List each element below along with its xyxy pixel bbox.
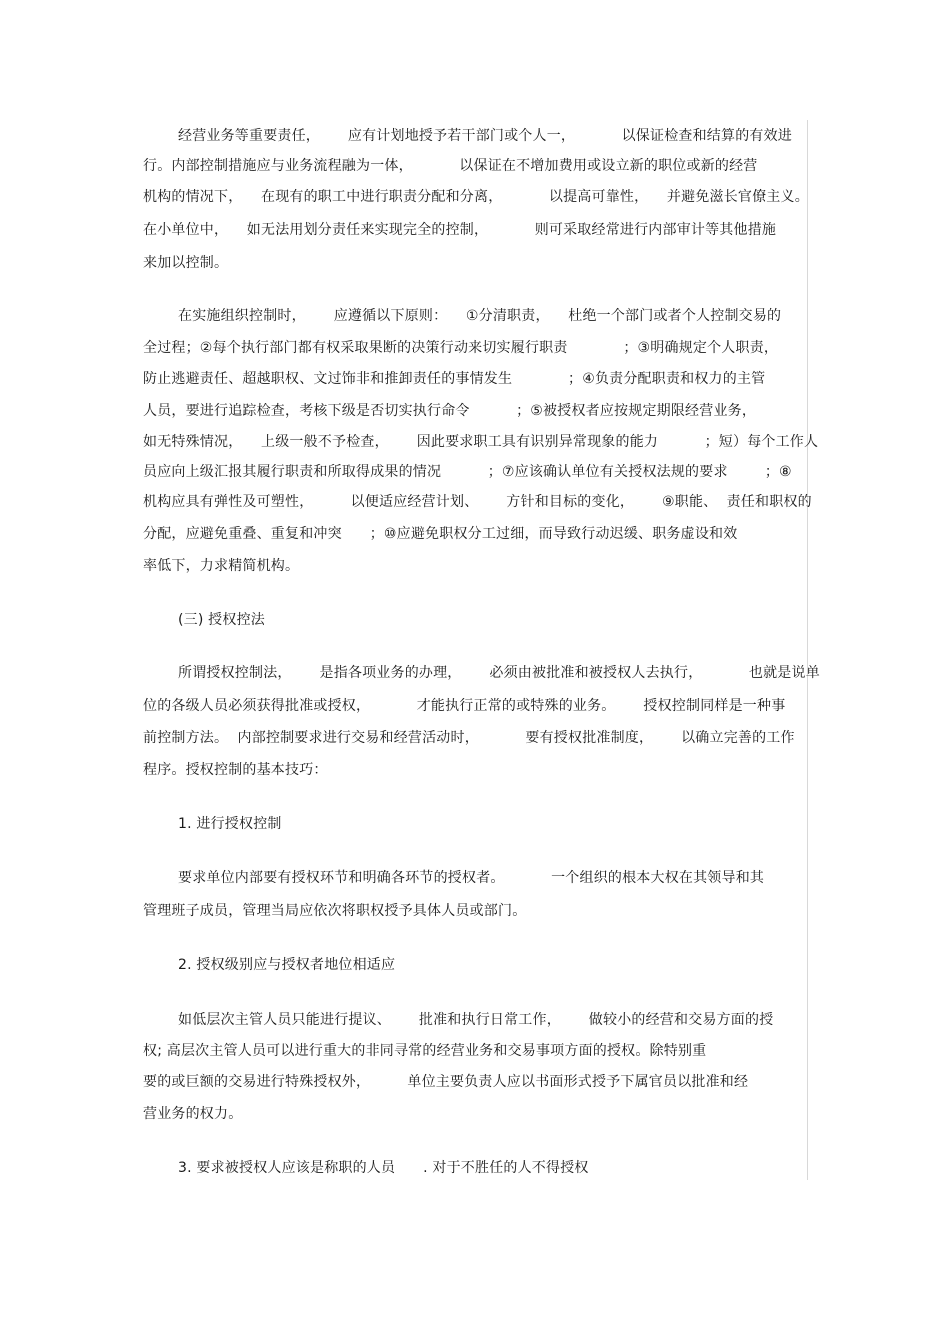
paragraph-2-line-9: 率低下，力求精简机构。 — [143, 558, 300, 574]
paragraph-2-line-6: 员应向上级汇报其履行职责和所取得成果的情况 ；⑦应该确认单位有关授权法规的要求 ；⑧ — [143, 464, 792, 480]
paragraph-2-line-4: 人员，要进行追踪检查，考核下级是否切实执行命令 ；⑤被授权者应按规定期限经营业务， — [143, 403, 757, 419]
paragraph-2-line-2: 全过程；②每个执行部门都有权采取果断的决策行动来切实履行职责 ；③明确规定个人职责， — [143, 340, 779, 356]
subheading-2: 2. 授权级别应与授权者地位相适应 — [178, 957, 396, 973]
paragraph-5-line-2: 权; 高层次主管人员可以进行重大的非同寻常的经营业务和交易事项方面的授权。除特别重 — [143, 1043, 707, 1059]
paragraph-1-line-4: 在小单位中， 如无法用划分责任来实现完全的控制， 则可采取经常进行内部审计等其他措施 — [143, 222, 777, 238]
paragraph-5-line-3: 要的或巨额的交易进行特殊授权外， 单位主要负责人应以书面形式授予下属官员以批准和经 — [143, 1074, 749, 1090]
paragraph-2-line-7: 机构应具有弹性及可塑性， 以便适应经营计划、 方针和目标的变化， ⑨职能、 责任和职权的 — [143, 494, 812, 510]
paragraph-3-line-4: 程序。授权控制的基本技巧： — [143, 762, 328, 778]
paragraph-2-line-8: 分配，应避免重叠、重复和冲突 ；⑩应避免职权分工过细，而导致行动迟缓、职务虚设和效 — [143, 526, 738, 542]
paragraph-2-line-5: 如无特殊情况， 上级一般不予检查， 因此要求职工具有识别异常现象的能力 ；短）每个工作人 — [143, 434, 819, 450]
paragraph-3-line-2: 位的各级人员必须获得批准或授权， 才能执行正常的或特殊的业务。 授权控制同样是一种事 — [143, 698, 786, 714]
paragraph-3-line-1: 所谓授权控制法， 是指各项业务的办理， 必须由被批准和被授权人去执行， 也就是说单 — [178, 665, 820, 681]
paragraph-4-line-1: 要求单位内部要有授权环节和明确各环节的授权者。 一个组织的根本大权在其领导和其 — [178, 870, 765, 886]
section-heading-authorization-control: (三) 授权控法 — [178, 612, 265, 628]
paragraph-1-line-2: 行。内部控制措施应与业务流程融为一体， 以保证在不增加费用或设立新的职位或新的经营 — [143, 158, 758, 174]
subheading-3: 3. 要求被授权人应该是称职的人员 . 对于不胜任的人不得授权 — [178, 1160, 589, 1176]
paragraph-1-line-5: 来加以控制。 — [143, 255, 229, 271]
paragraph-5-line-4: 营业务的权力。 — [143, 1106, 243, 1122]
paragraph-1-line-3: 机构的情况下， 在现有的职工中进行职责分配和分离， 以提高可靠性， 并避免滋长官僚主义。 — [143, 189, 809, 205]
paragraph-2-line-3: 防止逃避责任、超越职权、文过饰非和推卸责任的事情发生 ；④负责分配职责和权力的主管 — [143, 371, 766, 387]
page-edge-line — [807, 120, 808, 1180]
subheading-1: 1. 进行授权控制 — [178, 816, 282, 832]
paragraph-4-line-2: 管理班子成员，管理当局应依次将职权授予具体人员或部门。 — [143, 903, 527, 919]
paragraph-5-line-1: 如低层次主管人员只能进行提议、 批准和执行日常工作， 做较小的经营和交易方面的授 — [178, 1012, 774, 1028]
paragraph-3-line-3: 前控制方法。 内部控制要求进行交易和经营活动时， 要有授权批准制度， 以确立完善的工作 — [143, 730, 795, 746]
paragraph-2-line-1: 在实施组织控制时， 应遵循以下原则： ①分清职责， 杜绝一个部门或者个人控制交易的 — [178, 308, 782, 324]
paragraph-1-line-1: 经营业务等重要责任， 应有计划地授予若干部门或个人一， 以保证检查和结算的有效进 — [178, 128, 793, 144]
